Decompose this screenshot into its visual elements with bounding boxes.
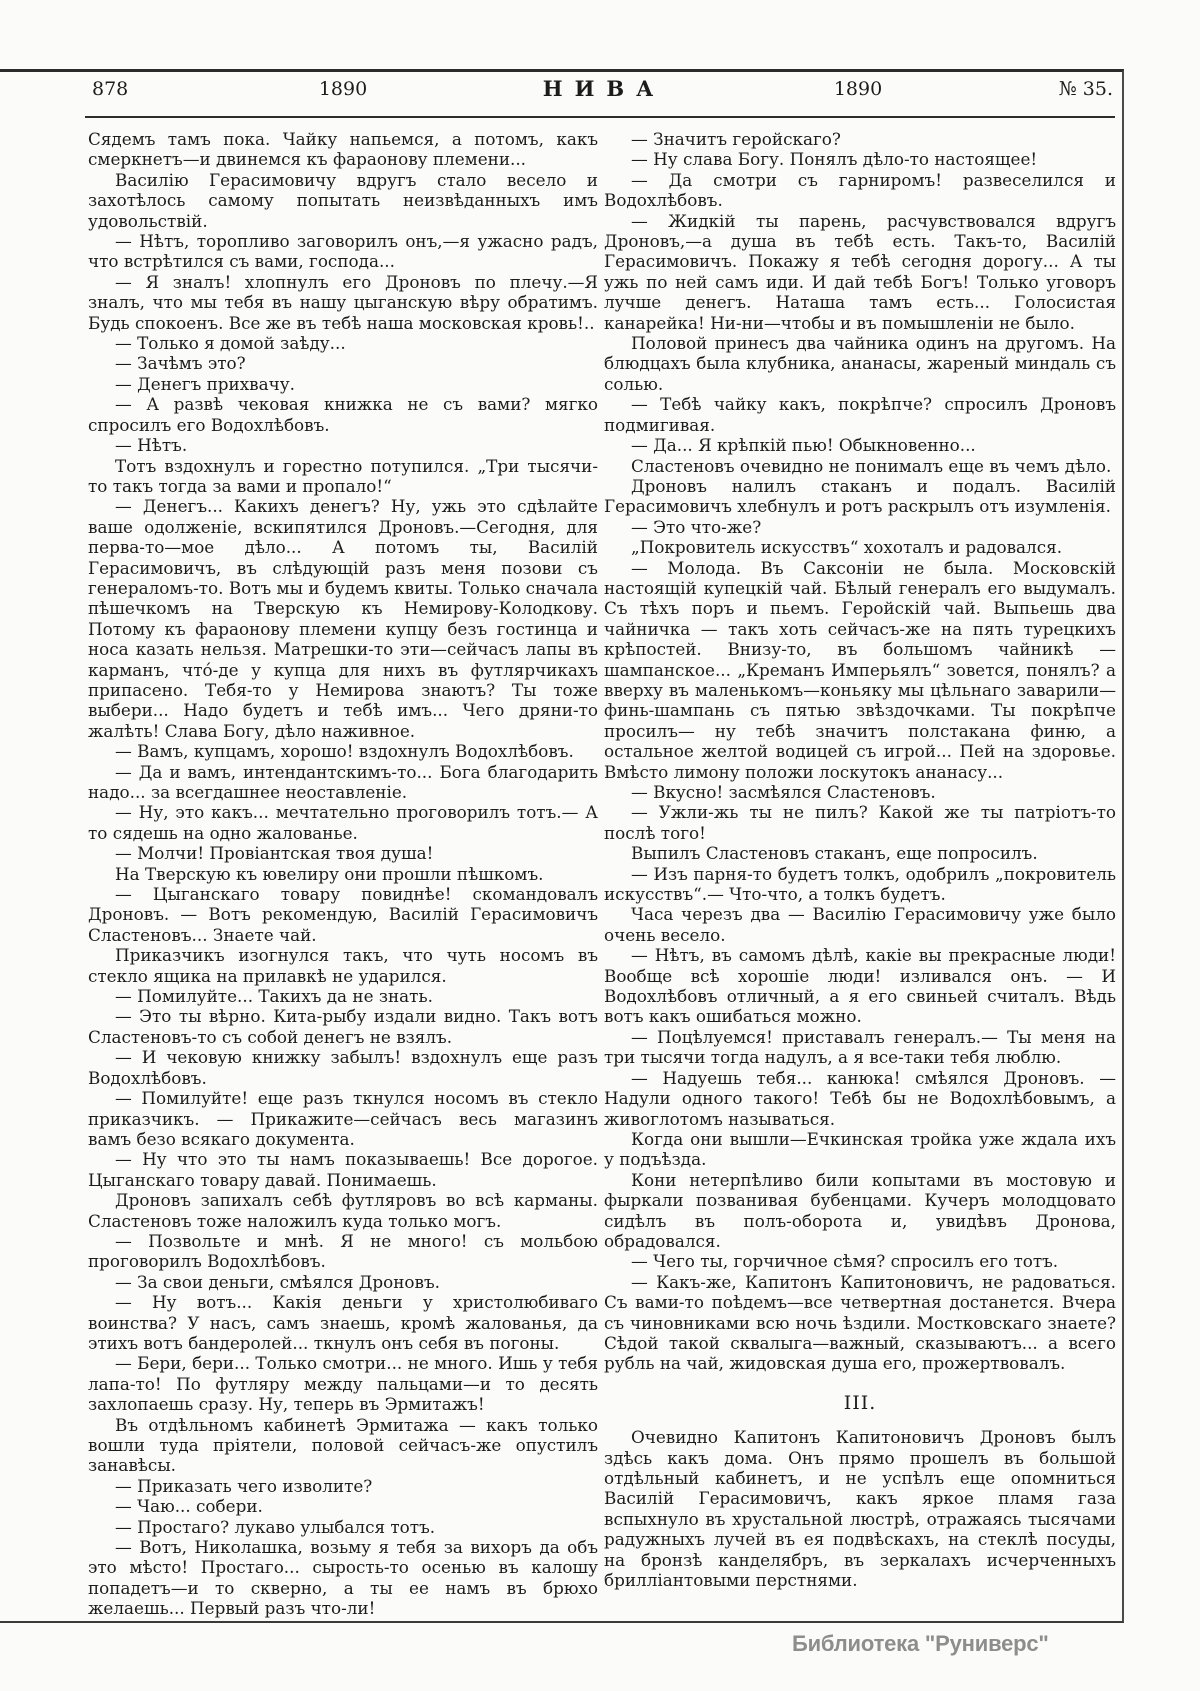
- paragraph: Приказчикъ изогнулся такъ, что чуть носомъ въ стекло ящика на прилавкѣ не ударился.: [88, 945, 598, 986]
- paragraph: Василію Герасимовичу вдругъ стало весело и захотѣлось самому попытать неизвѣданныхъ имъ удовольствій.: [88, 169, 598, 231]
- paragraph: — Чего ты, горчичное сѣмя? спросилъ его тотъ.: [631, 1251, 1059, 1272]
- paragraph: — Цыганскаго товару повиднѣе! скомандовалъ Дроновъ. — Вотъ рекомендую, Василій Герасимовичъ Сластеновъ... Знаете чай.: [88, 884, 598, 945]
- year-right: 1890: [833, 78, 883, 100]
- paragraph: — Какъ-же, Капитонъ Капитоновичъ, не радоваться. Съ вами-то поѣдемъ—все четвертная достанется. Вчера съ чиновниками всю ночь ѣздили. Мостковскаго знаете? Сѣдой такой сквалыга—важный, сказываютъ... а всего рубль на чай, жидовская душа его, прожертвовалъ.: [604, 1271, 1116, 1374]
- paragraph: — Я зналъ! хлопнулъ его Дроновъ по плечу.—Я зналъ, что мы тебя въ нашу цыганскую вѣру обратимъ. Будь спокоенъ. Все же въ тебѣ наша московская кровь!..: [88, 271, 598, 333]
- paragraph: „Покровитель искусствъ“ хохоталъ и радовался.: [631, 537, 1063, 558]
- paragraph: Сластеновъ очевидно не понималъ еще въ чемъ дѣло.: [631, 455, 1112, 476]
- paragraph: — Это ты вѣрно. Кита-рыбу издали видно. Такъ вотъ Сластеновъ-то съ собой денегъ не взялъ.: [88, 1006, 598, 1047]
- paragraph: — Помилуйте! еще разъ ткнулся носомъ въ стекло приказчикъ. — Прикажите—сейчасъ весь магазинъ вамъ безо всякаго документа.: [88, 1088, 598, 1149]
- issue-number: № 35.: [1058, 78, 1113, 100]
- paragraph: — Значитъ геройскаго?: [631, 129, 841, 149]
- paragraph: Кони нетерпѣливо били копытами въ мостовую и фыркали позванивая бубенцами. Кучеръ молодцовато сидѣлъ въ полъ-оборота и, увидѣвъ Дронова, обрадовался.: [604, 1169, 1116, 1251]
- paragraph: — Ужли-жь ты не пилъ? Какой же ты патріотъ-то послѣ того!: [604, 802, 1116, 843]
- paragraph: — Нѣтъ, торопливо заговорилъ онъ,—я ужасно радъ, что встрѣтился съ вами, господа...: [88, 231, 598, 272]
- paragraph: — За свои деньги, смѣялся Дроновъ.: [115, 1271, 440, 1292]
- paragraph: Дроновъ налилъ стаканъ и подалъ. Василій Герасимовичъ хлебнулъ и ротъ раскрылъ отъ изумленія.: [604, 475, 1116, 517]
- paragraph: — Денегъ... Какихъ денегъ? Ну, ужь это сдѣлайте ваше одолженіе, вскипятился Дроновъ.—Сегодня, для перва-то—мое дѣло... А потомъ ты, Василій Герасимовичъ, въ слѣдующій разъ меня позови съ генераломъ-то. Вотъ мы и будемъ квиты. Только сначала пѣшечкомъ на Тверскую къ Немирову-Колодкову. Потому къ фараонову племени купцу безъ гостинца и носа казать нельзя. Матрешки-то эти—сейчасъ лапы въ карманъ, что́-де у купца для нихъ въ футлярчикахъ припасено. Тебя-то у Немирова знаютъ? Ты тоже выбери... Надо будетъ и тебѣ имъ... Чего дряни-то жалѣть! Слава Богу, дѣло наживное.: [88, 496, 598, 741]
- paragraph: — Да смотри съ гарниромъ! развеселился и Водохлѣбовъ.: [604, 169, 1116, 211]
- section-heading: III.: [843, 1391, 877, 1414]
- paragraph: — Да и вамъ, интендантскимъ-то... Бога благодарить надо... за всегдашнее неоставленіе.: [88, 761, 598, 802]
- paragraph: Сядемъ тамъ пока. Чайку напьемся, а потомъ, какъ смеркнетъ—и двинемся къ фараонову племени...: [88, 129, 598, 170]
- paragraph: Когда они вышли—Ечкинская тройка уже ждала ихъ у подъѣзда.: [604, 1128, 1116, 1170]
- paragraph: — Денегъ прихвачу.: [115, 373, 295, 394]
- paragraph: — И чековую книжку забылъ! вздохнулъ еще разъ Водохлѣбовъ.: [88, 1047, 598, 1088]
- paragraph: — Только я домой заѣду...: [115, 333, 346, 354]
- paragraph: — Вотъ, Николашка, возьму я тебя за вихоръ да объ это мѣсто! Простаго... сырость-то осенью въ калошу попадетъ—и то скверно, а ты ее намъ въ брюхо желаешь... Первый разъ что-ли!: [88, 1537, 598, 1619]
- page-number: 878: [92, 78, 129, 100]
- paragraph: — Тебѣ чайку какъ, покрѣпче? спросилъ Дроновъ подмигивая.: [604, 394, 1116, 435]
- paragraph: Половой принесъ два чайника одинъ на другомъ. На блюдцахъ была клубника, ананасы, жареный миндаль съ солью.: [604, 333, 1116, 394]
- paragraph: — Приказать чего изволите?: [115, 1475, 373, 1496]
- library-watermark: Библиотека "Руниверс": [792, 1631, 1049, 1656]
- paragraph: — Помилуйте... Такихъ да не знать.: [115, 986, 433, 1007]
- paragraph: — Ну что это ты намъ показываешь! Все дорогое. Цыганскаго товару давай. Понимаешь.: [88, 1149, 598, 1190]
- paragraph: — Поцѣлуемся! приставалъ генералъ.— Ты меня на три тысячи тогда надулъ, а я все-таки тебя люблю.: [604, 1026, 1116, 1068]
- paragraph: Дроновъ запихалъ себѣ футляровъ во всѣ карманы. Сластеновъ тоже наложилъ куда только могъ.: [88, 1190, 598, 1231]
- text-column-left: [88, 129, 598, 1619]
- paragraph: — Позвольте и мнѣ. Я не много! съ мольбою проговорилъ Водохлѣбовъ.: [88, 1230, 598, 1272]
- text-column-right: [604, 129, 1116, 1619]
- paragraph: Тотъ вздохнулъ и горестно потупился. „Три тысячи-то такъ тогда за вами и пропало!“: [88, 455, 598, 496]
- paragraph: — Жидкій ты парень, расчувствовался вдругъ Дроновъ,—а душа въ тебѣ есть. Такъ-то, Василій Герасимовичъ. Покажу я тебѣ сегодня дорогу... А ты ужь по ней самъ иди. И дай тебѣ Богъ! Только уговоръ лучше денегъ. Наташа тамъ есть... Голосистая канарейка! Ни-ни—чтобы и въ помышленіи не было.: [604, 210, 1116, 333]
- paragraph: Очевидно Капитонъ Капитоновичъ Дроновъ былъ здѣсь какъ дома. Онъ прямо прошелъ въ большой отдѣльный кабинетъ, и не успѣлъ еще опомниться Василій Герасимовичъ, какъ яркое пламя газа вспыхнуло въ хрустальной люстрѣ, отражаясь тысячами радужныхъ лучей въ ея подвѣскахъ, на стеклѣ посуды, на бронзѣ канделябръ, въ зеркалахъ исчерченныхъ брилліантовыми перстнями.: [604, 1427, 1116, 1591]
- paragraph: — Чаю... собери.: [115, 1496, 263, 1517]
- paragraph: — Изъ парня-то будетъ толкъ, одобрилъ „покровитель искусствъ“.— Что-что, а толкъ будетъ.: [604, 863, 1116, 905]
- header-rule: [85, 116, 1115, 118]
- paragraph: — А развѣ чековая книжка не съ вами? мягко спросилъ его Водохлѣбовъ.: [88, 394, 598, 435]
- year-left: 1890: [318, 78, 368, 100]
- paragraph: — Надуешь тебя... канюка! смѣялся Дроновъ. — Надули одного такого! Тебѣ бы не Водохлѣбовымъ, а живоглотомъ называться.: [604, 1067, 1116, 1129]
- paragraph: — Ну вотъ... Какія деньги у христолюбиваго воинства? У насъ, самъ знаешь, кромѣ жалованья, да этихъ вотъ бандеролей... ткнулъ онъ себя въ погоны.: [88, 1292, 598, 1353]
- page-header: [0, 76, 1200, 104]
- paragraph: На Тверскую къ ювелиру они прошли пѣшкомъ.: [115, 863, 544, 884]
- paragraph: — Ну, это какъ... мечтательно проговорилъ тотъ.— А то сядешь на одно жалованье.: [88, 802, 598, 843]
- paragraph: — Простаго? лукаво улыбался тотъ.: [115, 1516, 436, 1537]
- paragraph: — Молчи! Провіантская твоя душа!: [115, 843, 434, 864]
- paragraph: — Это что-же?: [631, 516, 762, 537]
- paragraph: — Да... Я крѣпкій пью! Обыкновенно...: [631, 435, 976, 456]
- paragraph: — Зачѣмъ это?: [115, 353, 246, 374]
- paragraph: — Нѣтъ.: [115, 435, 188, 456]
- paragraph: — Бери, бери... Только смотри... не много. Ишь у тебя лапа-то! По футляру между пальцами—и то десять захлопаешь сразу. Ну, теперь въ Эрмитажъ!: [88, 1353, 598, 1415]
- paragraph: — Нѣтъ, въ самомъ дѣлѣ, какіе вы прекрасные люди! Вообще всѣ хорошіе люди! изливался онъ. — И Водохлѣбовъ отличный, а я его свиньей считалъ. Вѣдь вотъ какъ ошибаться можно.: [604, 945, 1116, 1027]
- magazine-title: НИВА: [542, 76, 666, 101]
- paragraph: — Ну слава Богу. Понялъ дѣло-то настоящее!: [631, 149, 1038, 170]
- paragraph: — Молода. Въ Саксоніи не была. Московскій настоящій купецкій чай. Бѣлый генералъ его выдумалъ. Съ тѣхъ поръ и пьемъ. Геройскій чай. Выпьешь два чайничка — такъ хоть сейчасъ-же на пять турецкихъ крѣпостей. Внизу-то, въ большомъ чайникѣ — шампанское... „Креманъ Имперьялъ“ зовется, понялъ? а вверху въ маленькомъ—коньяку мы цѣльнаго заварили—финь-шампань съ пятью звѣздочками. Ты покрѣпче просилъ— ну тебѣ значитъ полстакана финю, а остальное желтой водицей съ игрой... Пей на здоровье. Вмѣсто лимону положи лоскутокъ ананасу...: [604, 557, 1116, 782]
- paragraph: Въ отдѣльномъ кабинетѣ Эрмитажа — какъ только вошли туда пріятели, половой сейчасъ-же опустилъ занавѣсы.: [88, 1414, 598, 1476]
- paragraph: Часа черезъ два — Василію Герасимовичу уже было очень весело.: [604, 904, 1116, 945]
- paragraph: Выпилъ Сластеновъ стаканъ, еще попросилъ.: [631, 843, 1038, 864]
- paragraph: — Вкусно! засмѣялся Сластеновъ.: [631, 782, 936, 802]
- paragraph: — Вамъ, купцамъ, хорошо! вздохнулъ Водохлѣбовъ.: [115, 741, 574, 762]
